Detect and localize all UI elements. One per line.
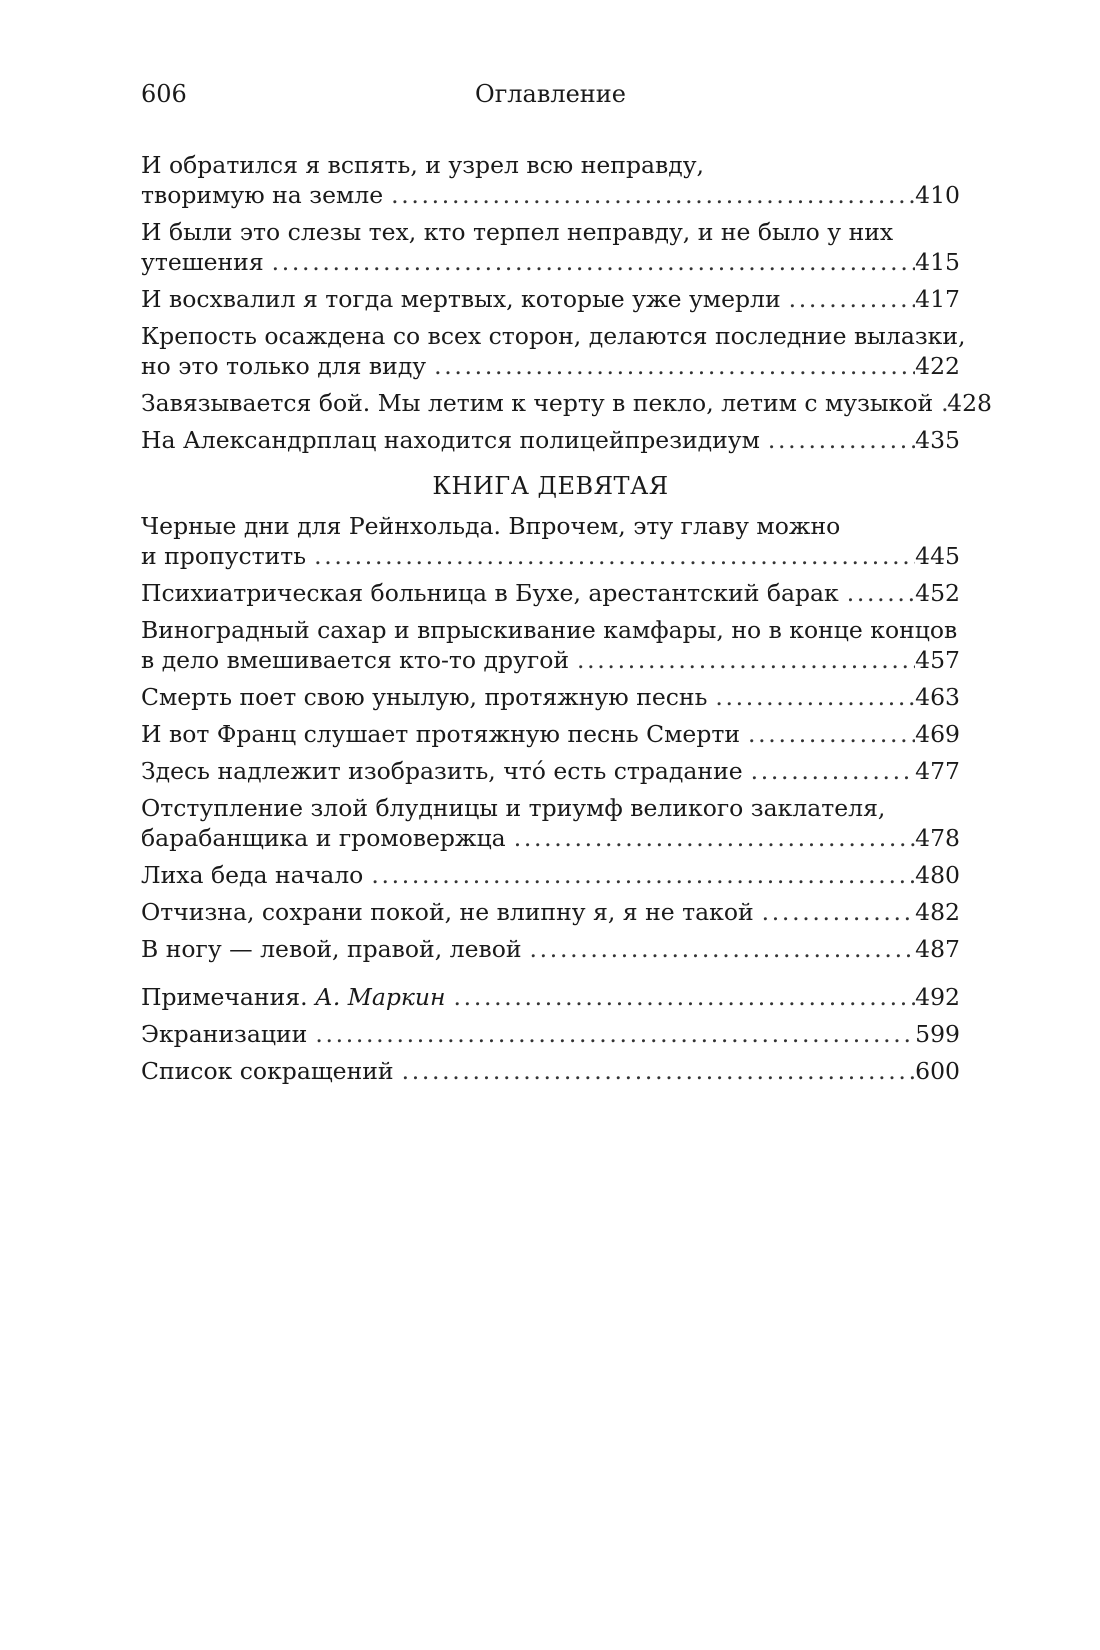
- toc-entry[interactable]: [141, 934, 960, 964]
- toc-entry[interactable]: [141, 860, 960, 890]
- toc-entry-page: 445: [915, 542, 960, 570]
- dot-leader: [394, 1056, 916, 1086]
- toc-appendix: [141, 982, 960, 1086]
- toc-entry[interactable]: [141, 793, 960, 853]
- toc-entry-title-line2: и пропустить: [141, 542, 307, 570]
- toc-entry-page: 410: [915, 181, 960, 209]
- toc-entry[interactable]: [141, 388, 992, 418]
- toc-entry-title: Психиатрическая больница в Бухе, арестантский барак: [141, 579, 839, 607]
- dot-leader: [740, 719, 915, 749]
- dot-leader: [781, 284, 916, 314]
- toc-entry[interactable]: [141, 217, 960, 277]
- toc-entry-adaptations[interactable]: [141, 1019, 960, 1049]
- toc-entry[interactable]: [141, 756, 960, 786]
- toc-entry-page: 477: [915, 757, 960, 785]
- toc-entry[interactable]: [141, 150, 960, 210]
- table-of-contents: [141, 150, 992, 1093]
- toc-entry-title: Отчизна, сохрани покой, не влипну я, я не такой: [141, 898, 754, 926]
- toc-entry-title-line2: барабанщика и громовержца: [141, 824, 506, 852]
- dot-leader: [707, 682, 915, 712]
- notes-author: А. Маркин: [315, 983, 446, 1011]
- dot-leader: [306, 541, 915, 571]
- toc-entry[interactable]: [141, 511, 960, 571]
- dot-leader: [839, 578, 915, 608]
- toc-entry-title-line1: И обратился я вспять, и узрел всю неправду,: [141, 151, 705, 179]
- dot-leader: [743, 756, 916, 786]
- toc-entry[interactable]: [141, 615, 960, 675]
- toc-entry-notes[interactable]: [141, 982, 960, 1012]
- dot-leader: [522, 934, 916, 964]
- toc-entry-title: [141, 982, 446, 1012]
- toc-entry-page: 417: [915, 285, 960, 313]
- dot-leader: [933, 388, 947, 418]
- toc-entry-page: 428: [947, 389, 992, 417]
- toc-entry-title: Список сокращений: [141, 1057, 394, 1085]
- toc-entry-page: 457: [915, 646, 960, 674]
- toc-entry-page: 599: [915, 1020, 960, 1048]
- notes-title: Примечания.: [141, 983, 316, 1011]
- toc-entry-title-line1: И были это слезы тех, кто терпел неправду, и не было у них: [141, 218, 894, 246]
- toc-entry-page: 482: [915, 898, 960, 926]
- toc-entry[interactable]: [141, 284, 960, 314]
- toc-entry-title: Лиха беда начало: [141, 861, 364, 889]
- toc-entry[interactable]: [141, 682, 960, 712]
- dot-leader: [363, 860, 915, 890]
- toc-entry-title: Здесь надлежит изобразить, чтó есть страдание: [141, 757, 743, 785]
- toc-entry-page: 492: [915, 983, 960, 1011]
- toc-entry-title-line1: Виноградный сахар и впрыскивание камфары, но в конце концов: [141, 616, 958, 644]
- toc-entry-title: Смерть поет свою унылую, протяжную песнь: [141, 683, 708, 711]
- toc-entry-page: 415: [915, 248, 960, 276]
- toc-entry-title-line1: Крепость осаждена со всех сторон, делаются последние вылазки,: [141, 322, 966, 350]
- running-head: Оглавление: [475, 80, 626, 108]
- toc-entry[interactable]: [141, 719, 960, 749]
- toc-entry-title-line1: Черные дни для Рейнхольда. Впрочем, эту главу можно: [141, 512, 841, 540]
- dot-leader: [569, 645, 915, 675]
- toc-entry-page: 422: [915, 352, 960, 380]
- toc-entry[interactable]: [141, 425, 960, 455]
- page-header: [141, 78, 960, 110]
- toc-entry-page: 452: [915, 579, 960, 607]
- toc-entry-page: 435: [915, 426, 960, 454]
- toc-entry-page: 469: [915, 720, 960, 748]
- toc-entry-title: Завязывается бой. Мы летим к черту в пекло, летим с музыкой: [141, 389, 934, 417]
- toc-entry-title-line2: в дело вмешивается кто-то другой: [141, 646, 570, 674]
- dot-leader: [426, 351, 915, 381]
- page-number: 606: [141, 80, 187, 108]
- toc-entry[interactable]: [141, 897, 960, 927]
- toc-entry-page: 478: [915, 824, 960, 852]
- toc-entry-title: И вот Франц слушает протяжную песнь Смерти: [141, 720, 741, 748]
- dot-leader: [446, 982, 916, 1012]
- toc-entry-abbreviations[interactable]: [141, 1056, 960, 1086]
- toc-entry-page: 487: [915, 935, 960, 963]
- toc-entry[interactable]: [141, 321, 966, 381]
- section-heading-book-nine: КНИГА ДЕВЯТАЯ: [432, 472, 669, 500]
- dot-leader: [754, 897, 915, 927]
- dot-leader: [506, 823, 915, 853]
- toc-entry[interactable]: [141, 578, 960, 608]
- dot-leader: [307, 1019, 915, 1049]
- toc-entry-title: Экранизации: [141, 1020, 308, 1048]
- toc-entry-title: На Александрплац находится полицейпрезидиум: [141, 426, 760, 454]
- dot-leader: [760, 425, 915, 455]
- toc-entry-page: 480: [915, 861, 960, 889]
- toc-entry-title-line2: утешения: [141, 248, 264, 276]
- toc-entry-page: 463: [915, 683, 960, 711]
- toc-entry-title-line1: Отступление злой блудницы и триумф великого заклателя,: [141, 794, 886, 822]
- toc-entry-title: И восхвалил я тогда мертвых, которые уже умерли: [141, 285, 781, 313]
- toc-entry-page: 600: [915, 1057, 960, 1085]
- dot-leader: [264, 247, 916, 277]
- dot-leader: [383, 180, 915, 210]
- toc-entry-title-line2: но это только для виду: [141, 352, 427, 380]
- toc-entry-title: В ногу — левой, правой, левой: [141, 935, 522, 963]
- toc-entry-title-line2: творимую на земле: [141, 181, 384, 209]
